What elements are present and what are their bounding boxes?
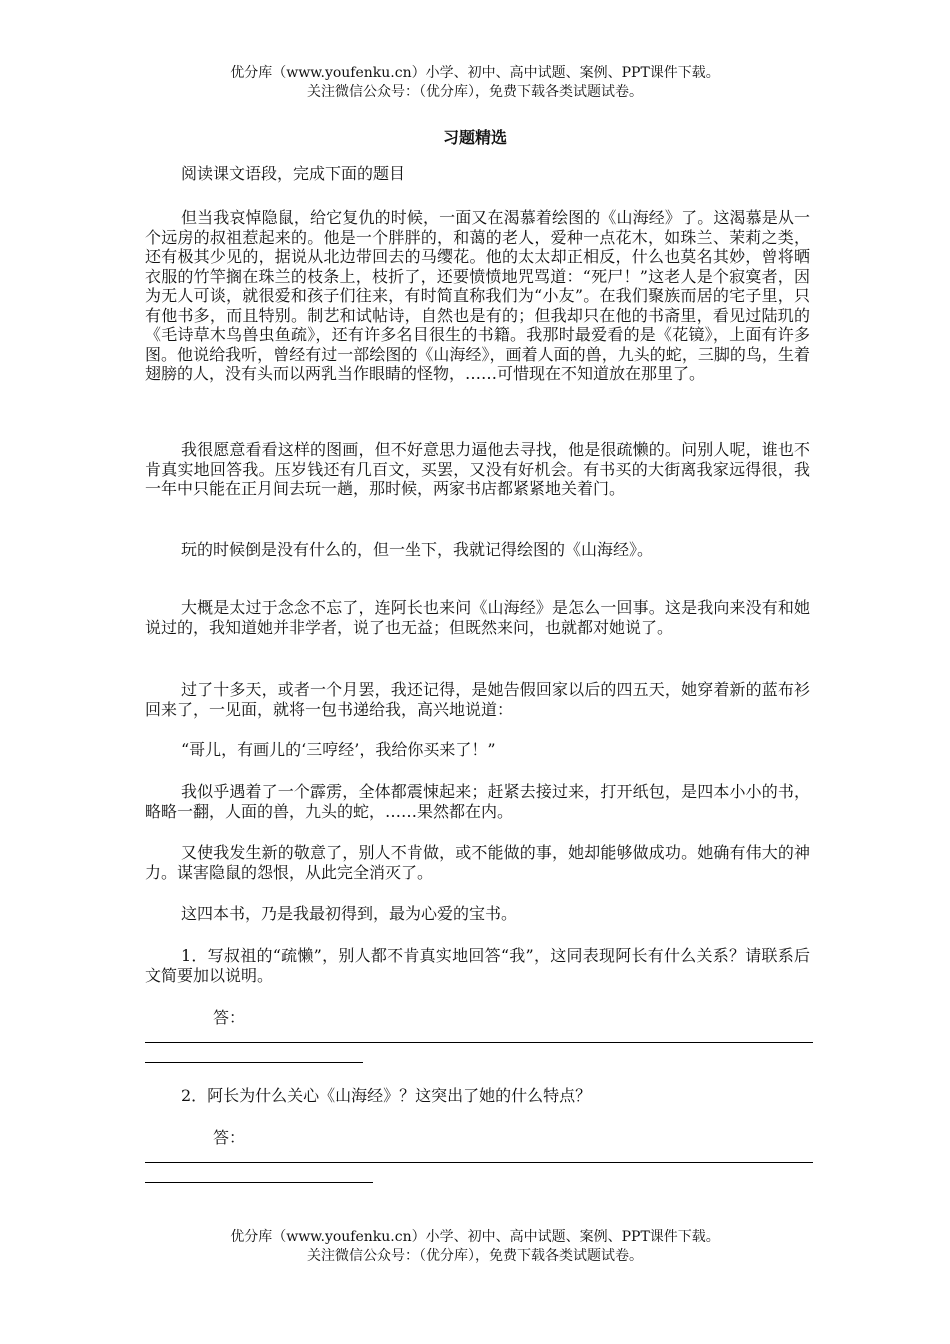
paragraph-3: 玩的时候倒是没有什么的，但一坐下，我就记得绘图的《山海经》。 (181, 540, 654, 559)
answer-line-2b[interactable] (145, 1182, 373, 1183)
page-title: 习题精选 (442, 128, 507, 147)
footer-line-2: 关注微信公众号：（优分库），免费下载各类试题试卷。 (307, 1248, 643, 1264)
answer-label-2: 答： (213, 1128, 246, 1147)
header-line-1: 优分库（www.youfenku.cn）小学、初中、高中试题、案例、PPT课件下载。 (230, 65, 720, 81)
question-1: 1．写叔祖的“疏懒”，别人都不肯真实地回答“我”，这同表现阿长有什么关系？请联系后文简要加以说明。 (145, 946, 810, 985)
question-2: 2．阿长为什么关心《山海经》？这突出了她的什么特点？ (181, 1086, 592, 1105)
answer-label-1: 答： (213, 1008, 246, 1027)
header-line-2: 关注微信公众号：（优分库），免费下载各类试题试卷。 (307, 84, 643, 100)
paragraph-6: “哥儿，有画儿的‘三哼经’，我给你买来了！” (181, 740, 496, 759)
page-header (0, 64, 950, 102)
answer-line-1b[interactable] (145, 1062, 363, 1063)
footer-line-1: 优分库（www.youfenku.cn）小学、初中、高中试题、案例、PPT课件下载。 (230, 1229, 720, 1245)
page-footer (0, 1228, 950, 1266)
paragraph-5: 过了十多天，或者一个月罢，我还记得，是她告假回家以后的四五天，她穿着新的蓝布衫回来了，一见面，就将一包书递给我，高兴地说道： (145, 680, 810, 719)
paragraph-7: 我似乎遇着了一个霹雳，全体都震悚起来；赶紧去接过来，打开纸包，是四本小小的书，略略一翻，人面的兽，九头的蛇，……果然都在内。 (145, 782, 810, 821)
answer-line-2a[interactable] (145, 1162, 813, 1163)
answer-line-1a[interactable] (145, 1042, 813, 1043)
instruction: 阅读课文语段，完成下面的题目 (181, 164, 406, 183)
paragraph-9: 这四本书，乃是我最初得到，最为心爱的宝书。 (181, 904, 518, 923)
paragraph-1: 但当我哀悼隐鼠，给它复仇的时候，一面又在渴慕着绘图的《山海经》了。这渴慕是从一个远房的叔祖惹起来的。他是一个胖胖的，和蔼的老人，爱种一点花木，如珠兰、茉莉之类，还有极其少见的，据说从北边带回去的马缨花。他的太太却正相反，什么也莫名其妙，曾将晒衣服的竹竿搁在珠兰的枝条上，枝折了，还要愤愤地咒骂道：“死尸！”这老人是个寂寞者，因为无人可谈，就很爱和孩子们往来，有时简直称我们为“小友”。在我们聚族而居的宅子里，只有他书多，而且特别。制艺和试帖诗，自然也是有的；但我却只在他的书斋里，看见过陆玑的《毛诗草木鸟兽虫鱼疏》，还有许多名目很生的书籍。我那时最爱看的是《花镜》，上面有许多图。他说给我听，曾经有过一部绘图的《山海经》，画着人面的兽，九头的蛇，三脚的鸟，生着翅膀的人，没有头而以两乳当作眼睛的怪物，……可惜现在不知道放在那里了。 (145, 208, 810, 383)
paragraph-2: 我很愿意看看这样的图画，但不好意思力逼他去寻找，他是很疏懒的。问别人呢，谁也不肯真实地回答我。压岁钱还有几百文，买罢，又没有好机会。有书买的大街离我家远得很，我一年中只能在正月间去玩一趟，那时候，两家书店都紧紧地关着门。 (145, 440, 810, 498)
paragraph-8: 又使我发生新的敬意了，别人不肯做，或不能做的事，她却能够做成功。她确有伟大的神力。谋害隐鼠的怨恨，从此完全消灭了。 (145, 843, 810, 882)
paragraph-4: 大概是太过于念念不忘了，连阿长也来问《山海经》是怎么一回事。这是我向来没有和她说过的，我知道她并非学者，说了也无益；但既然来问，也就都对她说了。 (145, 598, 810, 637)
